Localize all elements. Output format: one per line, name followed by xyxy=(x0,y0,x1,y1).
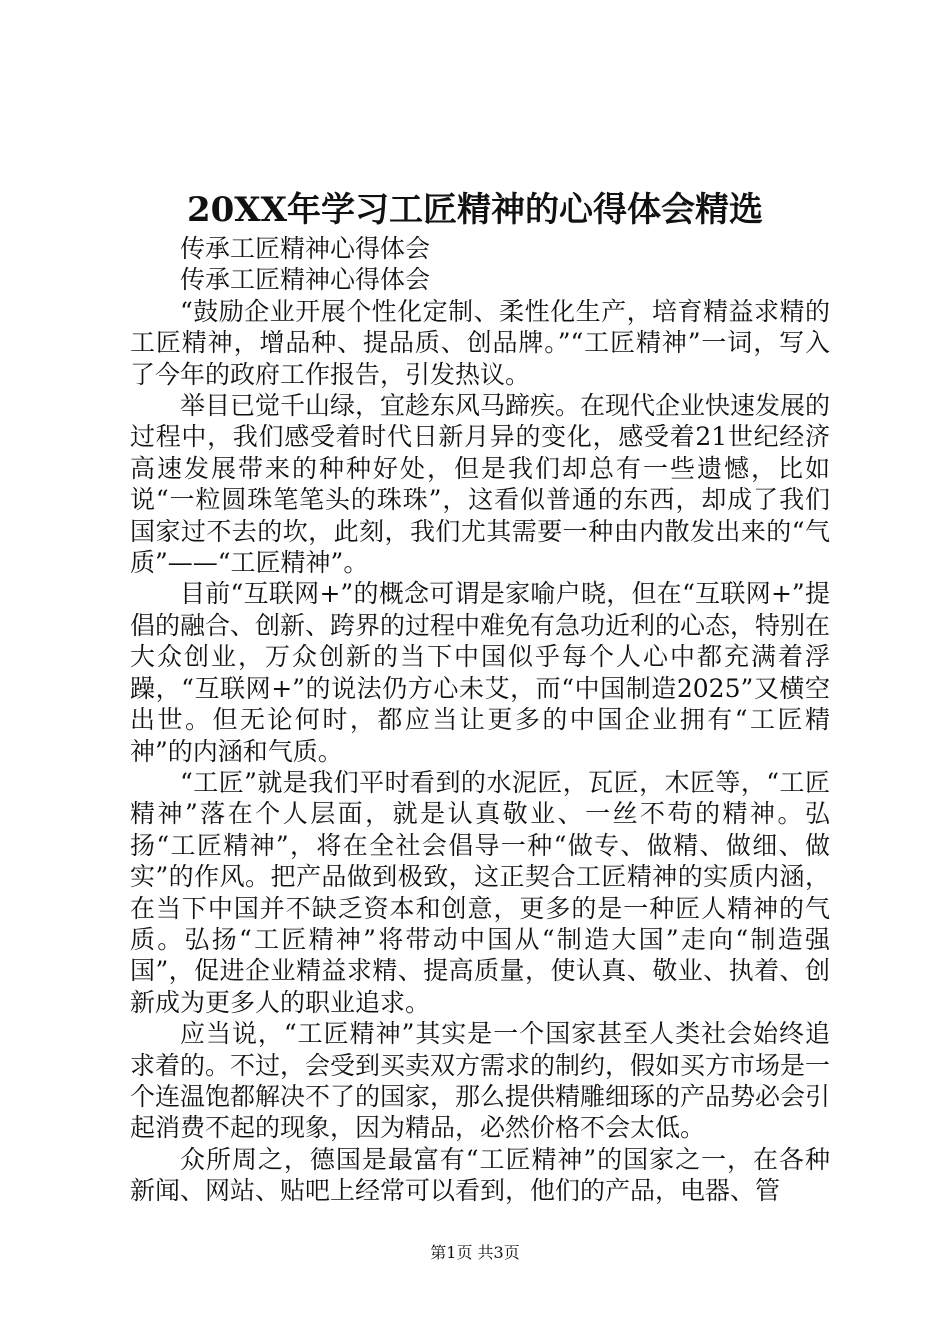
paragraph: “工匠”就是我们平时看到的水泥匠，瓦匠，木匠等，“工匠精神”落在个人层面，就是认真敬业、一丝不苟的精神。弘扬“工匠精神”，将在全社会倡导一种“做专、做精、做细、做实”的作风。把产品做到极致，这正契合工匠精神的实质内涵，在当下中国并不缺乏资本和创意，更多的是一种匠人精神的气质。弘扬“工匠精神”将带动中国从“制造大国”走向“制造强国”，促进企业精益求精、提高质量，使认真、敬业、执着、创新成为更多人的职业追求。 xyxy=(130,767,830,1017)
paragraph: 举目已觉千山绿，宜趁东风马蹄疾。在现代企业快速发展的过程中，我们感受着时代日新月异的变化，感受着21世纪经济高速发展带来的种种好处，但是我们却总有一些遗憾，比如说“一粒圆珠笔笔头的珠珠”，这看似普通的东西，却成了我们国家过不去的坎，此刻，我们尤其需要一种由内散发出来的“气质”——“工匠精神”。 xyxy=(130,391,831,578)
document-body xyxy=(130,233,830,1207)
paragraph: “鼓励企业开展个性化定制、柔性化生产，培育精益求精的工匠精神，增品种、提品质、创品牌。”“工匠精神”一词，写入了今年的政府工作报告，引发热议。 xyxy=(130,296,830,389)
subheading: 传承工匠精神心得体会 xyxy=(180,234,431,263)
subheading: 传承工匠精神心得体会 xyxy=(180,265,431,295)
paragraph: 目前“互联网+”的概念可谓是家喻户晓，但在“互联网+”提倡的融合、创新、跨界的过程中难免有急功近利的心态，特别在大众创业，万众创新的当下中国似乎每个人心中都充满着浮躁，“互联网+”的说法仍方心未艾，而“中国制造2025”又横空出世。但无论何时，都应当让更多的中国企业拥有“工匠精神”的内涵和气质。 xyxy=(130,579,831,766)
document-title: 20XX年学习工匠精神的心得体会精选 xyxy=(186,190,764,230)
paragraph: 应当说，“工匠精神”其实是一个国家甚至人类社会始终追求着的。不过，会受到买卖双方需求的制约，假如买方市场是一个连温饱都解决不了的国家，那么提供精雕细琢的产品势必会引起消费不起的现象，因为精品，必然价格不会太低。 xyxy=(130,1019,831,1143)
page-footer: 第1页 共3页 xyxy=(430,1243,520,1262)
paragraph: 众所周之，德国是最富有“工匠精神”的国家之一，在各种新闻、网站、贴吧上经常可以看到，他们的产品，电器、管 xyxy=(130,1144,830,1206)
